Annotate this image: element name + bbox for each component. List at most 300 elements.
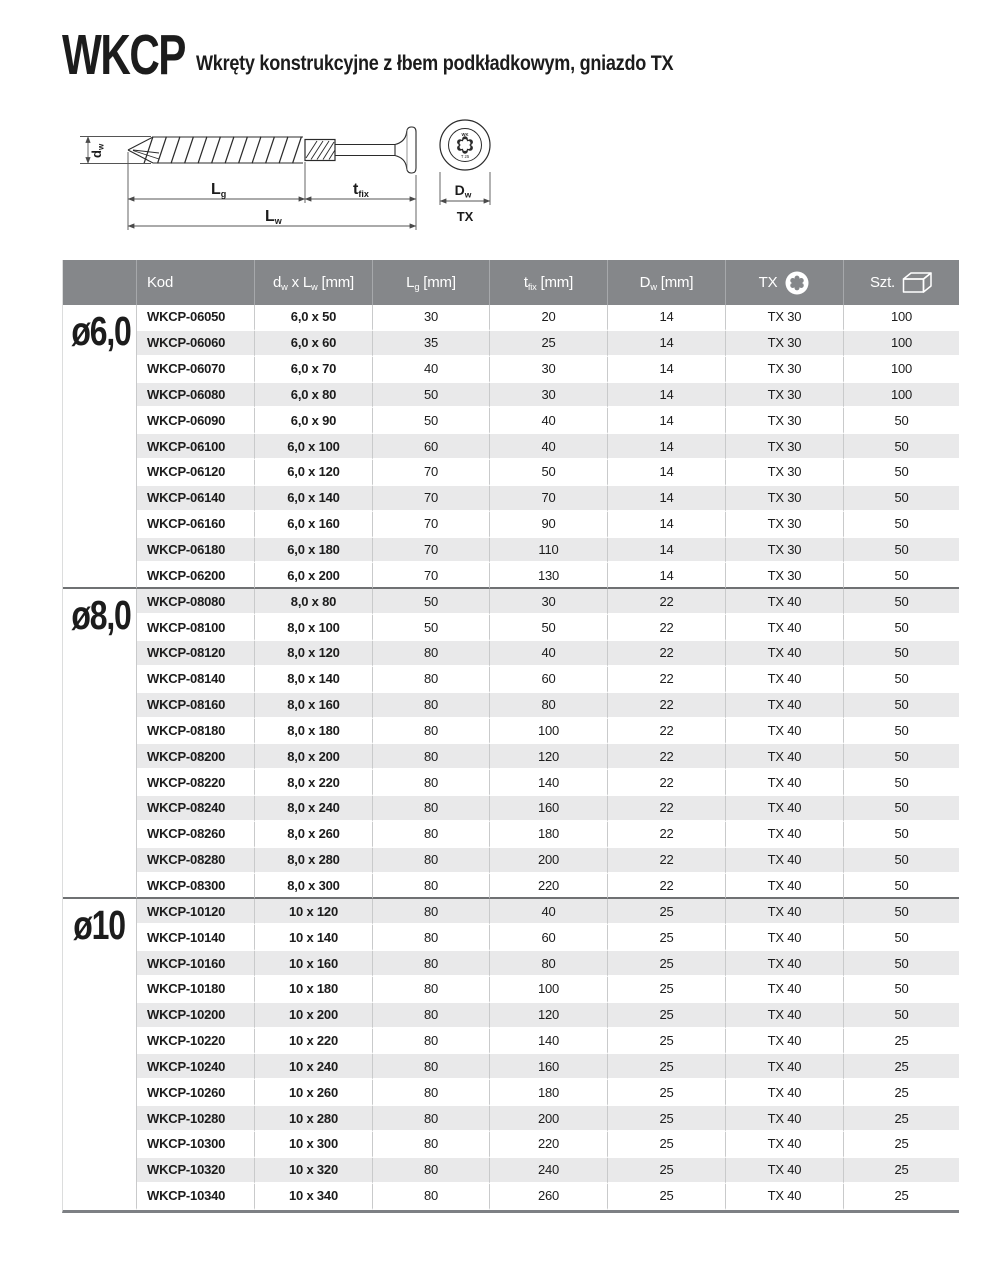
cell-szt: 100	[844, 383, 959, 409]
cell-dims: 8,0 x 160	[255, 693, 373, 719]
cell-szt: 50	[844, 693, 959, 719]
cell-kod: WKCP-06200	[137, 563, 255, 589]
cell-kod: WKCP-08140	[137, 667, 255, 693]
cell-lg: 70	[373, 486, 490, 512]
cell-tx: TX 40	[726, 977, 844, 1003]
cell-szt: 50	[844, 460, 959, 486]
cell-tfix: 50	[490, 615, 608, 641]
cell-tfix: 120	[490, 1003, 608, 1029]
cell-tx: TX 30	[726, 383, 844, 409]
cell-tfix: 130	[490, 563, 608, 589]
cell-tfix: 120	[490, 744, 608, 770]
cell-tfix: 180	[490, 1080, 608, 1106]
cell-szt: 50	[844, 667, 959, 693]
cell-lg: 80	[373, 1054, 490, 1080]
cell-szt: 25	[844, 1029, 959, 1055]
cell-dw: 25	[608, 1184, 726, 1210]
cell-dims: 6,0 x 70	[255, 357, 373, 383]
cell-tfix: 40	[490, 899, 608, 925]
cell-tfix: 220	[490, 1132, 608, 1158]
cell-dw: 22	[608, 719, 726, 745]
cell-tx: TX 40	[726, 925, 844, 951]
page-subtitle: Wkręty konstrukcyjne z łbem podkładkowym, gniazdo TX	[196, 52, 674, 75]
cell-szt: 50	[844, 615, 959, 641]
table-row	[63, 1132, 959, 1158]
cell-dw: 25	[608, 951, 726, 977]
cell-tx: TX 40	[726, 744, 844, 770]
dim-label-dw: dw	[89, 143, 106, 158]
cell-dims: 10 x 140	[255, 925, 373, 951]
cell-dw: 14	[608, 486, 726, 512]
header-szt: Szt.	[844, 260, 959, 305]
cell-dw: 22	[608, 693, 726, 719]
cell-tx: TX 40	[726, 641, 844, 667]
cell-lg: 35	[373, 331, 490, 357]
cell-dw: 14	[608, 305, 726, 331]
cell-dims: 10 x 260	[255, 1080, 373, 1106]
cell-szt: 50	[844, 822, 959, 848]
cell-dims: 10 x 340	[255, 1184, 373, 1210]
cell-szt: 50	[844, 744, 959, 770]
screw-head-front-view	[440, 120, 490, 170]
table-row	[63, 1029, 959, 1055]
header-tfix: $t_{fix}$ [mm]	[490, 260, 608, 305]
page-title: WKCP	[62, 23, 185, 87]
cell-tx: TX 30	[726, 538, 844, 564]
cell-lg: 70	[373, 460, 490, 486]
cell-szt: 50	[844, 770, 959, 796]
table-row	[63, 486, 959, 512]
cell-kod: WKCP-06080	[137, 383, 255, 409]
cell-tfix: 40	[490, 641, 608, 667]
cell-tfix: 50	[490, 460, 608, 486]
cell-szt: 100	[844, 331, 959, 357]
cell-kod: WKCP-10160	[137, 951, 255, 977]
table-row	[63, 667, 959, 693]
cell-lg: 60	[373, 434, 490, 460]
header-kod: Kod	[137, 260, 255, 305]
dim-label-Dw: Dw	[454, 182, 472, 200]
cell-dims: 6,0 x 90	[255, 408, 373, 434]
cell-kod: WKCP-06050	[137, 305, 255, 331]
cell-lg: 80	[373, 1029, 490, 1055]
cell-dw: 22	[608, 615, 726, 641]
cell-kod: WKCP-06160	[137, 512, 255, 538]
header-tx: TX	[726, 260, 844, 305]
cell-dw: 14	[608, 434, 726, 460]
cell-lg: 80	[373, 925, 490, 951]
cell-dims: 6,0 x 180	[255, 538, 373, 564]
cell-dw: 14	[608, 538, 726, 564]
table-row	[63, 796, 959, 822]
torx-icon	[784, 270, 810, 296]
cell-kod: WKCP-10280	[137, 1106, 255, 1132]
cell-lg: 80	[373, 1080, 490, 1106]
cell-lg: 80	[373, 693, 490, 719]
table-row	[63, 925, 959, 951]
screw-side-view	[128, 127, 416, 173]
cell-dims: 8,0 x 100	[255, 615, 373, 641]
cell-lg: 80	[373, 848, 490, 874]
cell-tx: TX 30	[726, 460, 844, 486]
cell-kod: WKCP-06090	[137, 408, 255, 434]
cell-dims: 8,0 x 80	[255, 589, 373, 615]
table-row	[63, 848, 959, 874]
cell-tx: TX 40	[726, 1106, 844, 1132]
cell-dw: 22	[608, 641, 726, 667]
cell-dw: 25	[608, 977, 726, 1003]
cell-szt: 50	[844, 719, 959, 745]
cell-dw: 25	[608, 899, 726, 925]
cell-dims: 6,0 x 50	[255, 305, 373, 331]
cell-lg: 80	[373, 1003, 490, 1029]
cell-dims: 8,0 x 300	[255, 874, 373, 900]
cell-dw: 25	[608, 925, 726, 951]
cell-kod: WKCP-10220	[137, 1029, 255, 1055]
cell-tx: TX 30	[726, 434, 844, 460]
cell-szt: 50	[844, 1003, 959, 1029]
cell-tfix: 30	[490, 357, 608, 383]
cell-kod: WKCP-06070	[137, 357, 255, 383]
cell-tfix: 160	[490, 1054, 608, 1080]
cell-kod: WKCP-10180	[137, 977, 255, 1003]
cell-tx: TX 40	[726, 1132, 844, 1158]
table-row	[63, 1003, 959, 1029]
cell-tfix: 25	[490, 331, 608, 357]
cell-dw: 14	[608, 357, 726, 383]
cell-dims: 10 x 180	[255, 977, 373, 1003]
cell-dw: 14	[608, 408, 726, 434]
section-diameter-label: ø10	[63, 899, 137, 1209]
cell-tfix: 60	[490, 925, 608, 951]
box-icon	[902, 271, 933, 294]
cell-dims: 10 x 120	[255, 899, 373, 925]
cell-lg: 80	[373, 899, 490, 925]
cell-dw: 25	[608, 1106, 726, 1132]
cell-szt: 50	[844, 512, 959, 538]
cell-szt: 50	[844, 434, 959, 460]
cell-kod: WKCP-08180	[137, 719, 255, 745]
cell-szt: 25	[844, 1080, 959, 1106]
cell-dims: 10 x 320	[255, 1158, 373, 1184]
cell-szt: 25	[844, 1106, 959, 1132]
cell-tx: TX 30	[726, 357, 844, 383]
cell-dims: 6,0 x 160	[255, 512, 373, 538]
cell-tx: TX 40	[726, 1029, 844, 1055]
dw-dimension	[440, 172, 490, 205]
cell-szt: 50	[844, 589, 959, 615]
table-row	[63, 1158, 959, 1184]
cell-lg: 40	[373, 357, 490, 383]
cell-tx: TX 40	[726, 770, 844, 796]
table-row	[63, 357, 959, 383]
cell-kod: WKCP-10240	[137, 1054, 255, 1080]
cell-tfix: 110	[490, 538, 608, 564]
cell-dims: 10 x 220	[255, 1029, 373, 1055]
cell-tx: TX 40	[726, 796, 844, 822]
table-row	[63, 615, 959, 641]
cell-kod: WKCP-10120	[137, 899, 255, 925]
table-row	[63, 1184, 959, 1210]
cell-dw: 14	[608, 331, 726, 357]
table-row	[63, 331, 959, 357]
cell-lg: 80	[373, 1106, 490, 1132]
cell-tx: TX 30	[726, 563, 844, 589]
header-dims: $d_w$ x $L_w$ [mm]	[255, 260, 373, 305]
cell-kod: WKCP-10140	[137, 925, 255, 951]
cell-tfix: 140	[490, 770, 608, 796]
cell-kod: WKCP-08080	[137, 589, 255, 615]
cell-szt: 50	[844, 641, 959, 667]
cell-dw: 22	[608, 667, 726, 693]
cell-tx: TX 40	[726, 1003, 844, 1029]
cell-szt: 25	[844, 1054, 959, 1080]
cell-dw: 22	[608, 744, 726, 770]
cell-dw: 14	[608, 563, 726, 589]
cell-lg: 80	[373, 874, 490, 900]
cell-dims: 8,0 x 240	[255, 796, 373, 822]
cell-dims: 8,0 x 220	[255, 770, 373, 796]
cell-lg: 50	[373, 408, 490, 434]
table-body	[63, 305, 959, 1210]
cell-tx: TX 40	[726, 1158, 844, 1184]
cell-tx: TX 40	[726, 589, 844, 615]
cell-dims: 10 x 240	[255, 1054, 373, 1080]
section-diameter-label: ø6,0	[63, 305, 137, 589]
table-row	[63, 563, 959, 589]
cell-tx: TX 40	[726, 615, 844, 641]
table-row	[63, 1054, 959, 1080]
cell-kod: WKCP-06060	[137, 331, 255, 357]
cell-lg: 80	[373, 770, 490, 796]
cell-tfix: 20	[490, 305, 608, 331]
cell-szt: 50	[844, 899, 959, 925]
table-row	[63, 460, 959, 486]
cell-lg: 50	[373, 615, 490, 641]
cell-lg: 80	[373, 667, 490, 693]
cell-lg: 70	[373, 538, 490, 564]
cell-dims: 10 x 300	[255, 1132, 373, 1158]
cell-kod: WKCP-08200	[137, 744, 255, 770]
cell-tfix: 200	[490, 848, 608, 874]
cell-dims: 8,0 x 280	[255, 848, 373, 874]
cell-kod: WKCP-06100	[137, 434, 255, 460]
cell-tfix: 100	[490, 977, 608, 1003]
cell-dw: 25	[608, 1132, 726, 1158]
cell-dw: 22	[608, 822, 726, 848]
cell-szt: 50	[844, 951, 959, 977]
table-row	[63, 977, 959, 1003]
cell-tx: TX 40	[726, 667, 844, 693]
cell-dw: 25	[608, 1158, 726, 1184]
cell-kod: WKCP-08120	[137, 641, 255, 667]
table-row	[63, 770, 959, 796]
cell-lg: 80	[373, 951, 490, 977]
cell-szt: 50	[844, 486, 959, 512]
cell-tfix: 40	[490, 434, 608, 460]
cell-szt: 50	[844, 977, 959, 1003]
table-row	[63, 408, 959, 434]
cell-lg: 80	[373, 1158, 490, 1184]
cell-lg: 50	[373, 589, 490, 615]
cell-tfix: 200	[490, 1106, 608, 1132]
cell-dw: 22	[608, 848, 726, 874]
cell-tfix: 80	[490, 951, 608, 977]
cell-dims: 8,0 x 200	[255, 744, 373, 770]
cell-szt: 25	[844, 1158, 959, 1184]
cell-dims: 8,0 x 260	[255, 822, 373, 848]
cell-kod: WKCP-08260	[137, 822, 255, 848]
dim-label-lw: Lw	[265, 208, 282, 226]
screw-technical-drawing	[55, 103, 525, 251]
cell-dims: 10 x 280	[255, 1106, 373, 1132]
cell-tfix: 40	[490, 408, 608, 434]
cell-dw: 22	[608, 796, 726, 822]
cell-dims: 8,0 x 120	[255, 641, 373, 667]
cell-dims: 10 x 200	[255, 1003, 373, 1029]
cell-tfix: 160	[490, 796, 608, 822]
cell-szt: 25	[844, 1132, 959, 1158]
cell-kod: WKCP-10320	[137, 1158, 255, 1184]
cell-szt: 50	[844, 538, 959, 564]
cell-dims: 8,0 x 140	[255, 667, 373, 693]
cell-tx: TX 40	[726, 1080, 844, 1106]
cell-dims: 6,0 x 120	[255, 460, 373, 486]
cell-kod: WKCP-08280	[137, 848, 255, 874]
cell-tfix: 70	[490, 486, 608, 512]
cell-szt: 100	[844, 305, 959, 331]
cell-dw: 14	[608, 512, 726, 538]
header-dw: $D_w$ [mm]	[608, 260, 726, 305]
cell-kod: WKCP-10260	[137, 1080, 255, 1106]
table-row	[63, 899, 959, 925]
cell-tfix: 30	[490, 383, 608, 409]
cell-tfix: 30	[490, 589, 608, 615]
cell-lg: 80	[373, 641, 490, 667]
corner-cell	[63, 260, 137, 305]
table-row	[63, 434, 959, 460]
cell-szt: 25	[844, 1184, 959, 1210]
table-row	[63, 305, 959, 331]
cell-lg: 80	[373, 744, 490, 770]
cell-tx: TX 40	[726, 874, 844, 900]
cell-tfix: 180	[490, 822, 608, 848]
cell-tx: TX 40	[726, 1054, 844, 1080]
cell-tx: TX 40	[726, 822, 844, 848]
cell-dims: 10 x 160	[255, 951, 373, 977]
table-row	[63, 641, 959, 667]
cell-szt: 50	[844, 796, 959, 822]
cell-kod: WKCP-08300	[137, 874, 255, 900]
cell-tx: TX 40	[726, 719, 844, 745]
cell-tx: TX 30	[726, 305, 844, 331]
cell-tfix: 140	[490, 1029, 608, 1055]
cell-lg: 70	[373, 512, 490, 538]
cell-kod: WKCP-10200	[137, 1003, 255, 1029]
cell-tx: TX 40	[726, 899, 844, 925]
cell-kod: WKCP-10340	[137, 1184, 255, 1210]
cell-kod: WKCP-08160	[137, 693, 255, 719]
table-row	[63, 693, 959, 719]
table-row	[63, 383, 959, 409]
cell-tx: TX 40	[726, 1184, 844, 1210]
cell-lg: 70	[373, 563, 490, 589]
cell-kod: WKCP-08100	[137, 615, 255, 641]
cell-szt: 50	[844, 563, 959, 589]
table-row	[63, 744, 959, 770]
cell-tx: TX 40	[726, 848, 844, 874]
table-row	[63, 512, 959, 538]
cell-dw: 14	[608, 460, 726, 486]
cell-kod: WKCP-08220	[137, 770, 255, 796]
cell-tfix: 60	[490, 667, 608, 693]
cell-szt: 50	[844, 408, 959, 434]
cell-dw: 22	[608, 770, 726, 796]
cell-kod: WKCP-06180	[137, 538, 255, 564]
cell-dims: 6,0 x 60	[255, 331, 373, 357]
table-row	[63, 589, 959, 615]
section-diameter-label: ø8,0	[63, 589, 137, 899]
cell-tx: TX 40	[726, 951, 844, 977]
table-row	[63, 538, 959, 564]
cell-dw: 25	[608, 1054, 726, 1080]
cell-dw: 25	[608, 1080, 726, 1106]
cell-tx: TX 30	[726, 486, 844, 512]
cell-lg: 80	[373, 822, 490, 848]
table-row	[63, 951, 959, 977]
table-row	[63, 1080, 959, 1106]
cell-lg: 80	[373, 796, 490, 822]
table-row	[63, 874, 959, 900]
cell-lg: 80	[373, 1184, 490, 1210]
cell-szt: 50	[844, 848, 959, 874]
cell-dw: 22	[608, 589, 726, 615]
cell-szt: 50	[844, 874, 959, 900]
socket-mark-top: WK	[461, 132, 469, 137]
cell-dw: 22	[608, 874, 726, 900]
cell-dw: 14	[608, 383, 726, 409]
cell-kod: WKCP-08240	[137, 796, 255, 822]
cell-tfix: 260	[490, 1184, 608, 1210]
cell-lg: 80	[373, 719, 490, 745]
cell-dims: 6,0 x 140	[255, 486, 373, 512]
cell-tx: TX 30	[726, 408, 844, 434]
cell-tfix: 90	[490, 512, 608, 538]
cell-lg: 30	[373, 305, 490, 331]
cell-kod: WKCP-10300	[137, 1132, 255, 1158]
cell-tx: TX 30	[726, 512, 844, 538]
cell-dw: 25	[608, 1003, 726, 1029]
drive-type-label: TX	[456, 209, 474, 224]
cell-lg: 80	[373, 1132, 490, 1158]
cell-tfix: 240	[490, 1158, 608, 1184]
dim-label-lg: Lg	[211, 181, 227, 199]
cell-dims: 6,0 x 200	[255, 563, 373, 589]
cell-dims: 6,0 x 80	[255, 383, 373, 409]
cell-kod: WKCP-06140	[137, 486, 255, 512]
cell-tfix: 100	[490, 719, 608, 745]
header-lg: $L_g$ [mm]	[373, 260, 490, 305]
cell-tfix: 220	[490, 874, 608, 900]
cell-tfix: 80	[490, 693, 608, 719]
product-table	[62, 260, 959, 1213]
cell-szt: 50	[844, 925, 959, 951]
cell-lg: 80	[373, 977, 490, 1003]
cell-dims: 8,0 x 180	[255, 719, 373, 745]
cell-tx: TX 40	[726, 693, 844, 719]
cell-dims: 6,0 x 100	[255, 434, 373, 460]
dimension-lines	[80, 137, 416, 231]
